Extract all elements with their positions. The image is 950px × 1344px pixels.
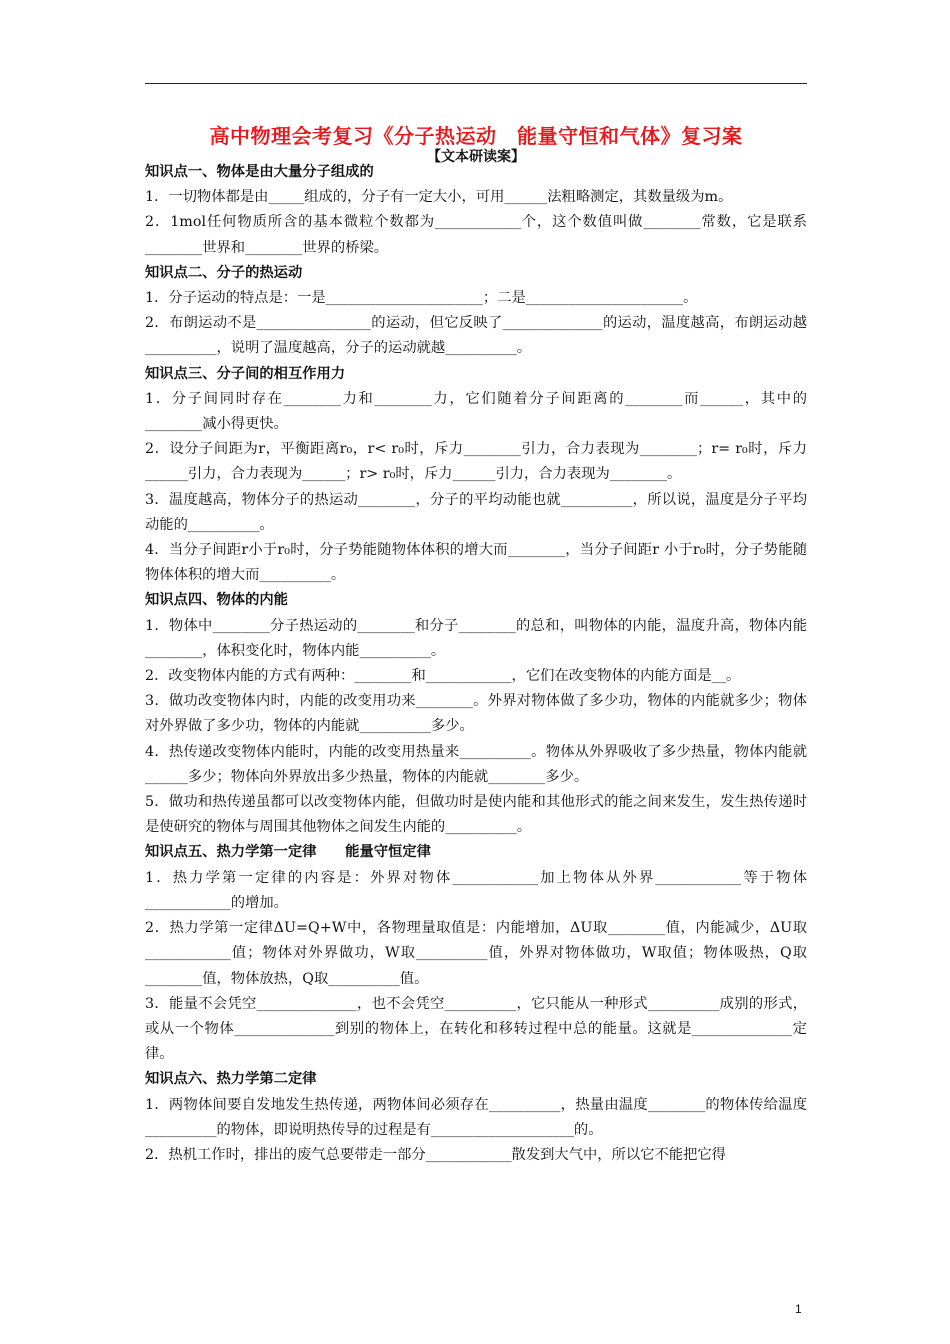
paragraph: 2．布朗运动不是________________的运动，但它反映了______________的运动，温度越高，布朗运动越__________，说明了温度越高，分子的运动就越__________。 <box>145 315 807 357</box>
paragraph: 1．热力学第一定律的内容是：外界对物体____________加上物体从外界____________等于物体____________的增加。 <box>145 869 807 911</box>
section-heading: 知识点五、热力学第一定律 能量守恒定律 <box>145 844 431 861</box>
page-number: 1 <box>795 1302 802 1316</box>
section-heading: 知识点三、分子间的相互作用力 <box>145 365 346 382</box>
paragraph: 5．做功和热传递虽都可以改变物体内能，但做功时是使内能和其他形式的能之间来发生，发生热传递时是使研究的物体与周围其他物体之间发生内能的__________。 <box>145 794 807 836</box>
section-heading: 知识点四、物体的内能 <box>145 592 288 609</box>
paragraph: 4．当分子间距r小于r₀时，分子势能随物体体积的增大而________，当分子间距r 小于r₀时，分子势能随物体体积的增大而__________。 <box>145 542 807 584</box>
paragraph: 1．一切物体都是由_____组成的，分子有一定大小，可用______法粗略测定，其数量级为m。 <box>145 189 733 206</box>
paragraph: 1．分子运动的特点是：一是______________________；二是______________________。 <box>145 290 698 307</box>
paragraph: 4．热传递改变物体内能时，内能的改变用热量来__________。物体从外界吸收了多少热量，物体内能就______多少；物体向外界放出多少热量，物体的内能就________多少。 <box>145 743 807 785</box>
paragraph: 1．两物体间要自发地发生热传递，两物体间必须存在__________，热量由温度________的物体传给温度__________的物体，即说明热传导的过程是有____________________的。 <box>145 1096 807 1138</box>
section-heading: 知识点六、热力学第二定律 <box>145 1071 317 1088</box>
document-body <box>145 160 807 1168</box>
paragraph: 3．温度越高，物体分子的热运动________，分子的平均动能也就__________，所以说，温度是分子平均动能的__________。 <box>145 491 807 533</box>
paragraph: 1．物体中________分子热运动的________和分子________的总和，叫物体的内能，温度升高，物体内能________，体积变化时，物体内能__________。 <box>145 617 807 659</box>
document-subtitle: 【文本研读案】 <box>427 149 525 165</box>
paragraph: 2．1mol任何物质所含的基本微粒个数都为____________个，这个数值叫做________常数，它是联系________世界和________世界的桥梁。 <box>145 214 807 256</box>
paragraph: 2．改变物体内能的方式有两种：________和____________，它们在改变物体的内能方面是__。 <box>145 668 741 685</box>
paragraph: 2．热力学第一定律ΔU=Q+W中，各物理量取值是：内能增加，ΔU取________值，内能减少，ΔU取____________值；物体对外界做功，W取__________值，外界对物体做功，W取值；物体吸热，Q取________值，物体放热，Q取__________值。 <box>145 920 807 987</box>
paragraph: 2．热机工作时，排出的废气总要带走一部分____________散发到大气中，所以它不能把它得 <box>145 1146 726 1163</box>
section-heading: 知识点一、物体是由大量分子组成的 <box>145 164 374 180</box>
header-rule <box>145 83 807 84</box>
paragraph: 3．做功改变物体内时，内能的改变用功来________。外界对物体做了多少功，物体的内能就多少；物体对外界做了多少功，物体的内能就__________多少。 <box>145 693 807 735</box>
document-title: 高中物理会考复习《分子热运动 能量守恒和气体》复习案 <box>209 124 743 148</box>
paragraph: 1．分子间同时存在________力和________力，它们随着分子间距离的________而______，其中的________减小得更快。 <box>145 390 807 433</box>
section-heading: 知识点二、分子的热运动 <box>145 264 303 281</box>
paragraph: 2．设分子间距为r，平衡距离r₀，r< r₀时，斥力________引力，合力表现为________；r= r₀时，斥力______引力，合力表现为______；r> r₀时，斥力______引力，合力表现为________。 <box>145 441 807 483</box>
paragraph: 3．能量不会凭空______________，也不会凭空__________，它只能从一种形式__________成别的形式，或从一个物体______________到别的物体上，在转化和移转过程中总的能量。这就是______________定律。 <box>145 995 807 1063</box>
